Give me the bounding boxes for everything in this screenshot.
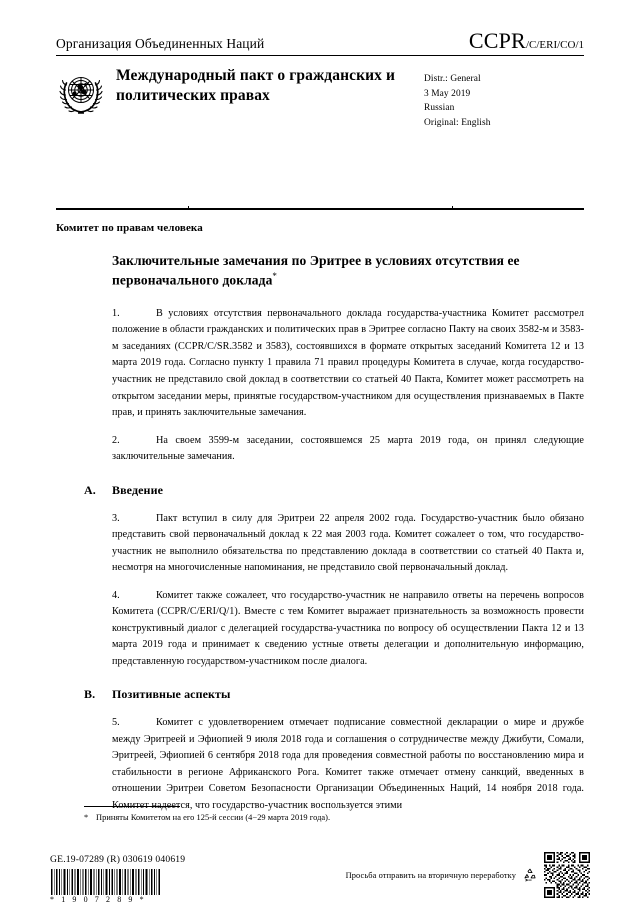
section-title: Введение (112, 482, 164, 497)
section-heading-b (84, 687, 584, 702)
footnote-zone (84, 806, 524, 824)
masthead-top-row (56, 30, 584, 54)
qr-code-icon (544, 852, 590, 898)
page-title-text: Заключительные замечания по Эритрее в условиях отсутствия ее первоначального доклада (112, 253, 520, 288)
page-title (112, 252, 584, 290)
paragraph-4 (112, 588, 584, 671)
masthead-body-row (56, 66, 584, 130)
paragraph-3 (112, 511, 584, 577)
paragraph-number: 3. (112, 512, 120, 524)
covenant-title: Международный пакт о гражданских и политических правах (116, 67, 396, 104)
section-title: Позитивные аспекты (112, 687, 231, 702)
divider-tick-left (188, 206, 189, 210)
page-title-footnote-marker: * (272, 271, 278, 282)
organization-name: Организация Объединенных Наций (56, 36, 265, 52)
paragraph-text: Комитет с удовлетворением отмечает подписание совместной декларации о мире и дружбе между Эритреей и Эфиопией 9 июля 2018 года и соглашения о сотрудничестве между Джибути, Сомали, Эритреей, Эфиопией 6 сентября 2018 года для проведения совместной работы по восстановлению мира и стабильности в регионе Африканского Рога. Комитет также отмечает отмену санкций, введенных в отношении Эритреи Советом Безопасности Организации Объединенных Наций, 14 ноября 2018 года. Комитет надеется, что государство-участник воспользуется этими (112, 717, 584, 811)
section-heading-a (84, 483, 584, 498)
paragraph-text: Комитет также сожалеет, что государство-участник не направило ответы на перечень вопросов Комитета (CCPR/C/ERI/Q/1). Вместе с тем Комитет выражает признательность за возможность провести конструктивный диалог с делегацией государства-участника по вопросу об осуществлении Пакта 12 и 13 марта 2019 года и принимает к сведению устные ответы делегации и дополнительную информацию, представленную государством-участником после диалога. (112, 589, 584, 667)
footnote-separator (84, 806, 180, 807)
masthead-divider (56, 55, 584, 56)
paragraph-number: 5. (112, 717, 120, 729)
recycle-text: Просьба отправить на вторичную переработку (345, 870, 516, 880)
document-content (56, 222, 584, 825)
footnote-text: Приняты Комитетом на его 125-й сессии (4−29 марта 2019 года). (96, 813, 331, 822)
section-divider (56, 208, 584, 210)
committee-name: Комитет по правам человека (56, 222, 203, 234)
paragraph-text: В условиях отсутствия первоначального доклада государства-участника Комитет рассмотрел положение в области гражданских и политических прав в Эритрее согласно Пакту на своих 3582-м и 3583-м заседаниях (CCPR/C/SR.3582 и 3583), состоявшихся в формате открытых заседаний Комитета 12 и 13 марта 2019 года. Согласно пункту 1 правила 71 правил процедуры Комитета в случае, когда государство-участник не представило свой доклад в соответствии со статьей 40 Пакта, Комитет может рассмотреть на открытом заседании меры, принятые государством-участником для осуществления признаваемых в Пакте прав, и принять заключительные замечания. (112, 307, 584, 419)
distribution-block (424, 66, 584, 130)
paragraph-text: На своем 3599-м заседании, состоявшемся 25 марта 2019 года, он принял следующие заключительные замечания. (112, 434, 584, 463)
paragraph-text: Пакт вступил в силу для Эритреи 22 апреля 2002 года. Государство-участник было обязано представить свой первоначальный доклад к 22 мая 2003 года. Комитет сожалеет о том, что государство-участник не выполнило обязательства по представлению доклада в соответствии со статьей 40 Пакта и, несмотря на многочисленные напоминания, не представило свой первоначальный доклад. (112, 512, 584, 574)
divider-tick-right (452, 206, 453, 210)
paragraph-number: 4. (112, 589, 120, 601)
section-letter: A. (84, 482, 96, 497)
document-symbol (469, 30, 584, 52)
distr-date: 3 May 2019 (424, 88, 471, 99)
paragraph-number: 2. (112, 434, 120, 446)
un-emblem-icon (56, 68, 106, 118)
distr-language: Russian (424, 103, 455, 114)
masthead (56, 30, 584, 130)
footer-left (50, 855, 185, 904)
job-number: GE.19-07289 (R) 030619 040619 (50, 854, 186, 866)
document-symbol-sub: /C/ERI/CO/1 (525, 39, 584, 51)
covenant-title-cell (114, 66, 424, 106)
barcode-icon (50, 869, 162, 895)
footnote (84, 812, 524, 824)
page-footer (50, 852, 590, 904)
recycle-icon (522, 867, 538, 883)
paragraph-2 (112, 433, 584, 466)
emblem-cell (56, 66, 114, 123)
section-letter: B. (84, 687, 96, 702)
section-divider-wrap (56, 208, 584, 210)
distr-original: Original: English (424, 117, 491, 128)
paragraph-5 (112, 715, 584, 814)
barcode-text: * 1 9 0 7 2 8 9 * (50, 895, 147, 904)
footnote-marker: * (84, 813, 89, 822)
distr-line: Distr.: General (424, 74, 481, 84)
footer-right (346, 852, 590, 904)
paragraph-number: 1. (112, 307, 120, 319)
paragraph-1 (112, 306, 584, 422)
document-symbol-main: CCPR (468, 28, 526, 53)
